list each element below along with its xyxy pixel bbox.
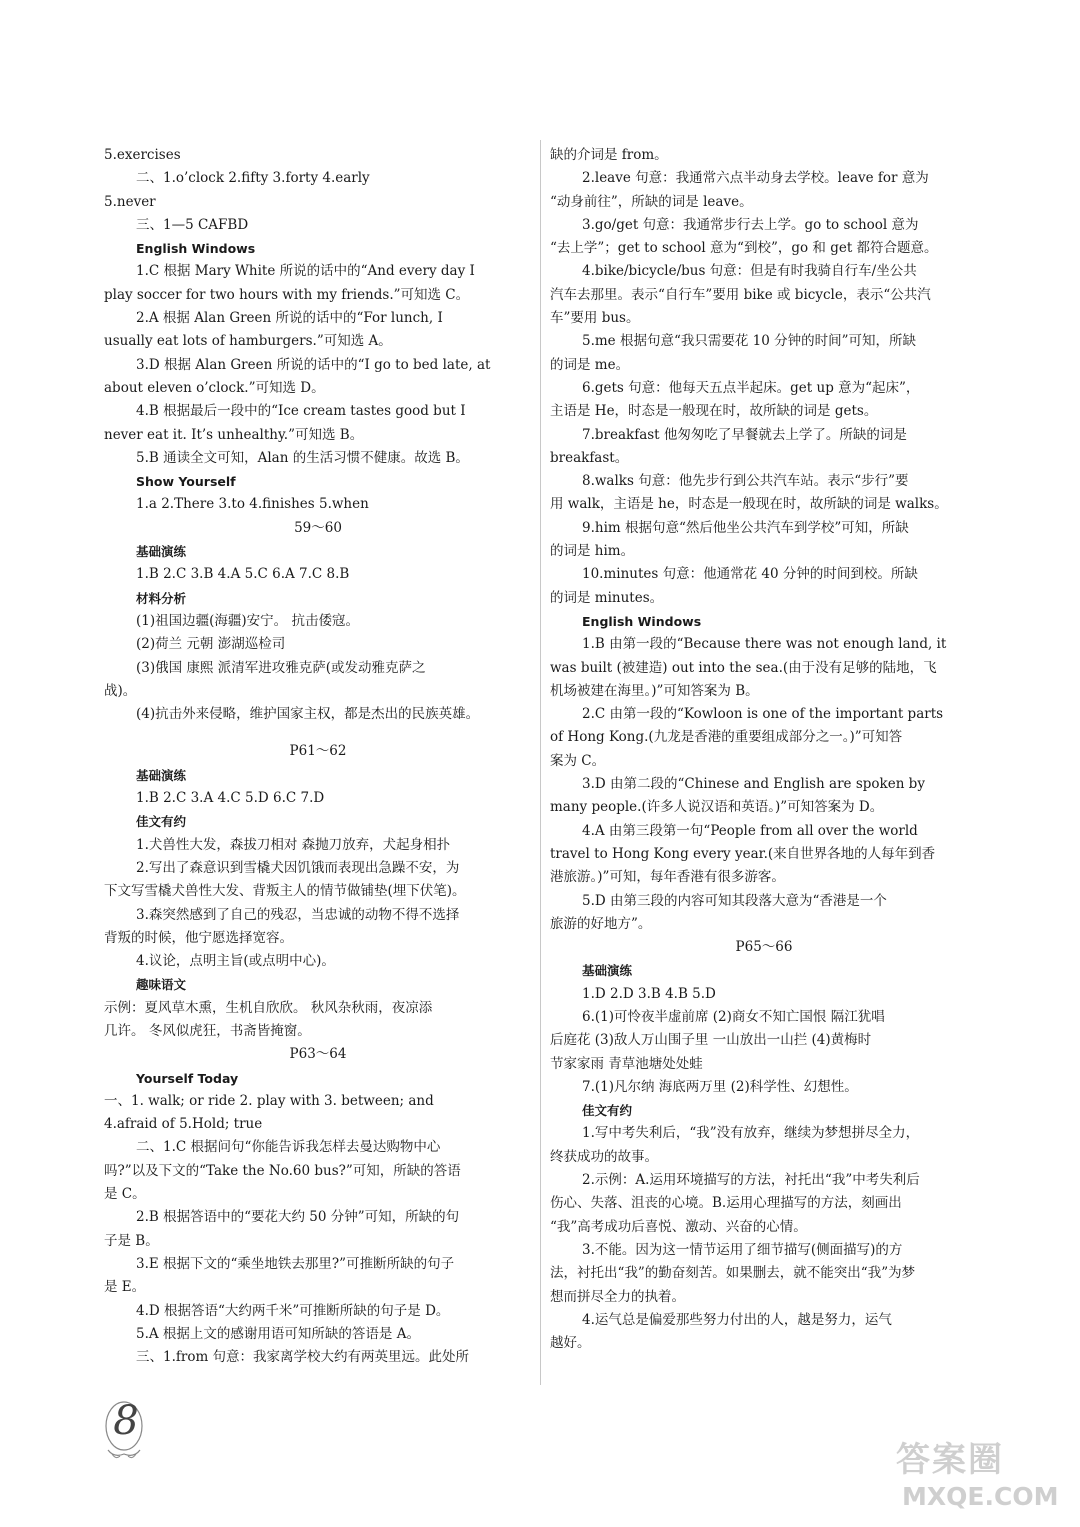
text-line: 3.go/get 句意：我通常步行去上学。go to school 意为 bbox=[582, 216, 919, 233]
text-line: 3.森突然感到了自己的残忍，当忠诚的动物不得不选择 bbox=[136, 906, 460, 923]
text-line: 的词是 him。 bbox=[550, 543, 635, 560]
text-line: 1.犬兽性大发，森拔刀相对 森抛刀放弃，犬起身相扑 bbox=[136, 836, 451, 853]
text-line: 战)。 bbox=[104, 682, 137, 699]
text-line: 1.a 2.There 3.to 4.finishes 5.when bbox=[136, 496, 369, 513]
text-line: about eleven o’clock.”可知选 D。 bbox=[104, 379, 325, 396]
section-heading: 基础演练 bbox=[136, 544, 187, 560]
text-line: 用 walk，主语是 he，时态是一般现在时，故所缺的词是 walks。 bbox=[550, 496, 948, 513]
text-line: 三、1—5 CAFBD bbox=[136, 216, 249, 233]
text-line bbox=[104, 726, 532, 740]
section-heading: English Windows bbox=[136, 241, 256, 257]
section-heading: 材料分析 bbox=[136, 590, 187, 606]
text-line: breakfast。 bbox=[550, 449, 629, 466]
text-line: 二、1.o’clock 2.fifty 3.forty 4.early bbox=[136, 170, 370, 187]
watermark-logo bbox=[896, 1432, 1072, 1522]
text-line: 7.(1)凡尔纳 海底两万里 (2)科学性、幻想性。 bbox=[582, 1078, 858, 1095]
text-line: 二、1.C 根据问句“你能告诉我怎样去曼达购物中心 bbox=[136, 1139, 441, 1156]
text-line: 节家家雨 青草池塘处处蛙 bbox=[550, 1055, 703, 1072]
text-line: 终获成功的故事。 bbox=[550, 1148, 658, 1165]
text-line: 4.议论，点明主旨(或点明中心)。 bbox=[136, 953, 335, 970]
text-line: (3)俄国 康熙 派清军进攻雅克萨(或发动雅克萨之 bbox=[136, 659, 426, 676]
page-range-heading: 59～60 bbox=[294, 519, 342, 536]
section-heading: Yourself Today bbox=[136, 1070, 239, 1086]
text-line: 5.never bbox=[104, 193, 156, 210]
text-line: of Hong Kong.(九龙是香港的重要组成部分之一。)”可知答 bbox=[550, 729, 903, 746]
text-line: 示例：夏风草木熏，生机自欣欣。 秋风杂秋雨，夜凉添 bbox=[104, 999, 433, 1016]
text-line: 5.me 根据句意“我只需要花 10 分钟的时间”可知，所缺 bbox=[582, 333, 917, 350]
text-line: play soccer for two hours with my friends.”可知选 C。 bbox=[104, 286, 470, 303]
section-heading: 佳文有约 bbox=[582, 1103, 633, 1119]
text-line: travel to Hong Kong every year.(来自世界各地的人每年到香 bbox=[550, 845, 936, 862]
text-line: 4.bike/bicycle/bus 句意：但是有时我骑自行车/坐公共 bbox=[582, 263, 917, 280]
text-line: 案为 C。 bbox=[550, 752, 606, 769]
text-line: 缺的介词是 from。 bbox=[550, 147, 668, 163]
section-heading: 基础演练 bbox=[136, 767, 187, 783]
page-range-heading: P63～64 bbox=[289, 1046, 347, 1063]
text-line: 车”要用 bus。 bbox=[550, 310, 640, 327]
text-line: many people.(许多人说汉语和英语。)”可知答案为 D。 bbox=[550, 799, 884, 816]
text-line: 下文写雪橇犬兽性大发、背叛主人的情节做铺垫(埋下伏笔)。 bbox=[104, 883, 466, 900]
text-line: 1.B 2.C 3.A 4.C 5.D 6.C 7.D bbox=[136, 790, 325, 807]
watermark-title: 答案圈 bbox=[896, 1440, 1004, 1480]
text-line: 后庭花 (3)敌人万山围子里 一山放出一山拦 (4)黄梅时 bbox=[550, 1032, 872, 1049]
text-line: 6.gets 句意：他每天五点半起床。get up 意为“起床”， bbox=[582, 379, 920, 396]
text-line: 2.C 由第一段的“Kowloon is one of the important parts bbox=[582, 706, 944, 723]
text-line: 3.E 根据下文的“乘坐地铁去那里?”可推断所缺的句子 bbox=[136, 1255, 455, 1272]
text-line: 主语是 He，时态是一般现在时，故所缺的词是 gets。 bbox=[550, 403, 878, 420]
text-line: 越好。 bbox=[550, 1335, 591, 1352]
text-line: 子是 B。 bbox=[104, 1232, 159, 1249]
text-line: 吗?”以及下文的“Take the No.60 bus?”可知，所缺的答语 bbox=[104, 1162, 461, 1179]
text-line: 4.运气总是偏爱那些努力付出的人，越是努力，运气 bbox=[582, 1311, 892, 1328]
text-line: 一、1. walk; or ride 2. play with 3. between; and bbox=[104, 1092, 434, 1109]
text-line: 8.walks 句意：他先步行到公共汽车站。表示“步行”要 bbox=[582, 473, 909, 490]
page-range-heading: P65～66 bbox=[735, 939, 793, 956]
text-line: 1.写中考失利后，“我”没有放弃，继续为梦想拼尽全力， bbox=[582, 1125, 920, 1142]
text-line: 3.不能。因为这一情节运用了细节描写(侧面描写)的方 bbox=[582, 1241, 903, 1258]
section-heading: 佳文有约 bbox=[136, 814, 187, 830]
text-line: 1.B 2.C 3.B 4.A 5.C 6.A 7.C 8.B bbox=[136, 566, 350, 583]
text-line: 5.D 由第三段的内容可知其段落大意为“香港是一个 bbox=[582, 892, 887, 909]
text-line: usually eat lots of hamburgers.”可知选 A。 bbox=[104, 333, 392, 350]
text-line: 5.exercises bbox=[104, 147, 181, 163]
text-line: 法，衬托出“我”的勤奋刻苦。如果删去，就不能突出“我”为梦 bbox=[550, 1265, 916, 1282]
text-line: 4.D 根据答语“大约两千米”可推断所缺的句子是 D。 bbox=[136, 1302, 450, 1319]
text-line: 9.him 根据句意“然后他坐公共汽车到学校”可知，所缺 bbox=[582, 519, 909, 536]
text-line: 港旅游。)”可知，每年香港有很多游客。 bbox=[550, 869, 785, 886]
text-line: (4)抗击外来侵略，维护国家主权，都是杰出的民族英雄。 bbox=[136, 706, 480, 723]
text-line: 1.C 根据 Mary White 所说的话中的“And every day I bbox=[136, 263, 475, 280]
right-column bbox=[550, 144, 978, 1355]
text-line: 背叛的时候，他宁愿选择宽容。 bbox=[104, 929, 293, 946]
text-line: 6.(1)可怜夜半虚前席 (2)商女不知亡国恨 隔江犹唱 bbox=[582, 1008, 885, 1025]
text-line: 想而拼尽全力的执着。 bbox=[550, 1288, 685, 1305]
text-line: 5.B 通读全文可知，Alan 的生活习惯不健康。故选 B。 bbox=[136, 449, 469, 466]
text-line: 2.leave 句意：我通常六点半动身去学校。leave for 意为 bbox=[582, 170, 929, 187]
text-line: 7.breakfast 他匆匆吃了早餐就去上学了。所缺的词是 bbox=[582, 426, 907, 443]
section-heading: 趣味语文 bbox=[136, 977, 187, 993]
text-line: 的词是 me。 bbox=[550, 356, 630, 373]
text-line: 几许。 冬风似虎狂，书斋皆掩窗。 bbox=[104, 1022, 311, 1039]
text-line: 3.D 由第二段的“Chinese and English are spoken by bbox=[582, 776, 925, 793]
section-heading: Show Yourself bbox=[136, 474, 236, 490]
text-line: 5.A 根据上文的感谢用语可知所缺的答语是 A。 bbox=[136, 1325, 420, 1342]
text-line: 伤心、失落、沮丧的心境。B.运用心理描写的方法，刻画出 bbox=[550, 1195, 902, 1212]
text-line: 三、1.from 句意：我家离学校大约有两英里远。此处所 bbox=[136, 1349, 470, 1366]
text-line: “动身前往”，所缺的词是 leave。 bbox=[550, 193, 753, 210]
column-divider bbox=[540, 140, 541, 1385]
text-line: 2.A 根据 Alan Green 所说的话中的“For lunch, I bbox=[136, 310, 443, 327]
text-line: never eat it. It’s unhealthy.”可知选 B。 bbox=[104, 426, 364, 443]
text-line: 旅游的好地方”。 bbox=[550, 915, 652, 932]
section-heading: English Windows bbox=[582, 613, 702, 629]
text-line: “我”高考成功后喜悦、激动、兴奋的心情。 bbox=[550, 1218, 807, 1235]
text-line: 2.B 根据答语中的“要花大约 50 分钟”可知，所缺的句 bbox=[136, 1209, 460, 1226]
page-number: 8 bbox=[113, 1398, 139, 1444]
text-line: 3.D 根据 Alan Green 所说的话中的“I go to bed late, at bbox=[136, 356, 491, 373]
text-line: 汽车去那里。表示“自行车”要用 bike 或 bicycle，表示“公共汽 bbox=[550, 286, 931, 303]
text-line: (2)荷兰 元朝 澎湖巡检司 bbox=[136, 636, 286, 653]
page-range-heading: P61～62 bbox=[289, 743, 347, 760]
text-line: 1.D 2.D 3.B 4.B 5.D bbox=[582, 985, 716, 1002]
left-column bbox=[104, 144, 532, 1369]
text-line: was built (被建造) out into the sea.(由于没有足够的陆地，飞 bbox=[550, 659, 937, 676]
text-line: 4.afraid of 5.Hold; true bbox=[104, 1116, 263, 1133]
text-line: 的词是 minutes。 bbox=[550, 589, 664, 606]
text-line: 是 C。 bbox=[104, 1186, 146, 1203]
text-line: 10.minutes 句意：他通常花 40 分钟的时间到校。所缺 bbox=[582, 566, 918, 583]
section-heading: 基础演练 bbox=[582, 963, 633, 979]
text-line: 4.A 由第三段第一句“People from all over the world bbox=[582, 822, 918, 839]
text-line: 1.B 由第一段的“Because there was not enough land, it bbox=[582, 636, 947, 653]
text-line: 2.示例：A.运用环境描写的方法，衬托出“我”中考失利后 bbox=[582, 1172, 920, 1189]
watermark-url: MXQE.COM bbox=[902, 1482, 1059, 1511]
text-line: 4.B 根据最后一段中的“Ice cream tastes good but I bbox=[136, 403, 466, 420]
text-line: 机场被建在海里。)”可知答案为 B。 bbox=[550, 682, 759, 699]
text-line: (1)祖国边疆(海疆)安宁。 抗击倭寇。 bbox=[136, 612, 359, 629]
text-line: 是 E。 bbox=[104, 1279, 146, 1296]
text-line: 2.写出了森意识到雪橇犬因饥饿而表现出急躁不安，为 bbox=[136, 859, 460, 876]
text-line: “去上学”；get to school 意为“到校”，go 和 get 都符合题意。 bbox=[550, 240, 938, 257]
